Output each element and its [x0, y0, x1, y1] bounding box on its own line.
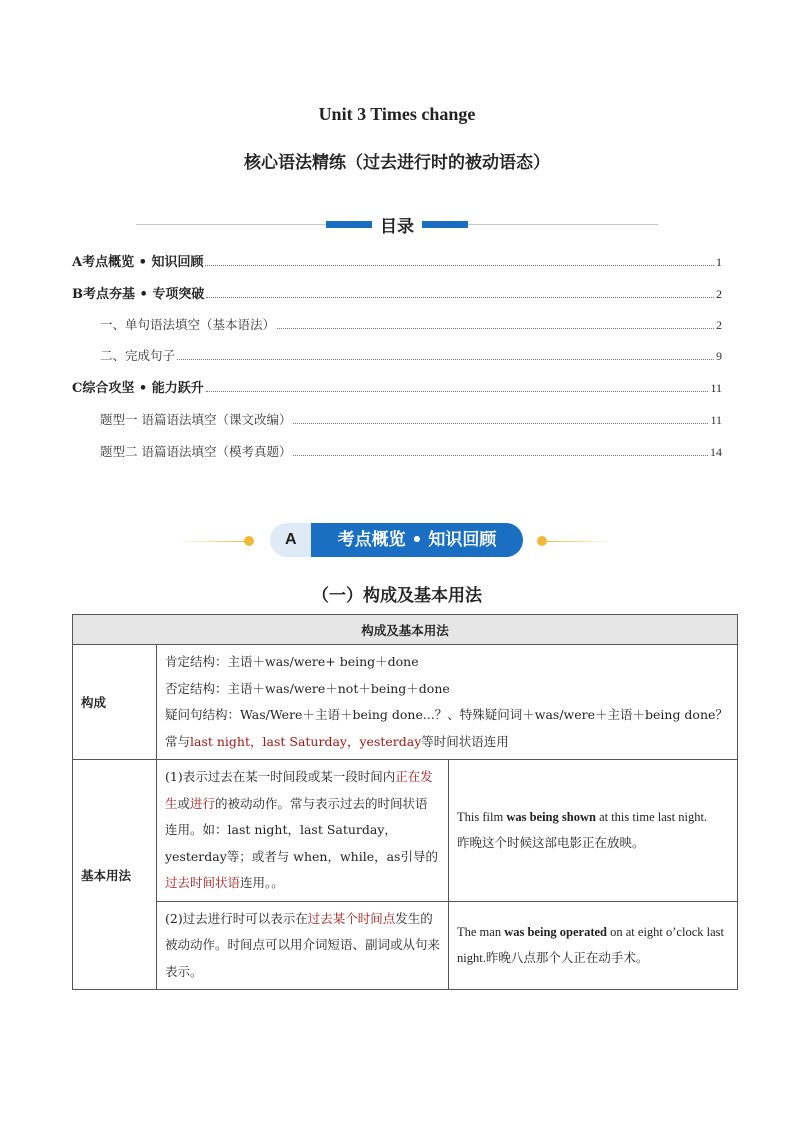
note-sep: ， [250, 733, 263, 749]
banner-dot-right [537, 536, 547, 546]
example-1-cell [449, 760, 738, 902]
example-bold: was being operated [504, 925, 607, 940]
note-highlight: last Saturday [262, 733, 347, 749]
note-text: 等时间状语连用 [421, 733, 509, 749]
note-highlight: last night [190, 733, 251, 749]
toc-item-page: 14 [710, 445, 722, 459]
toc-item-page: 1 [716, 255, 722, 269]
example-text: on at eight o’clock last night. [457, 925, 724, 966]
toc-bar-right [422, 221, 468, 228]
usage-text: 的被动动作。常与表示过去的时间状语连用。如：last night，last Saturday，yesterday等；或者与 when，while，as引导的 [165, 795, 438, 864]
usage-text: 连用。。 [240, 875, 284, 890]
section-title: （一）构成及基本用法 [312, 586, 482, 606]
usage-text: 或 [177, 795, 191, 811]
toc-item-page: 2 [716, 318, 722, 332]
row-head-structure: 构成 [73, 645, 157, 760]
toc-item[interactable] [72, 282, 722, 302]
page-subtitle: 核心语法精练（过去进行时的被动语态） [244, 153, 550, 173]
structure-affirmative: 肯定结构：主语＋was/were+ being＋done [165, 654, 419, 669]
row-head-usage: 基本用法 [73, 760, 157, 990]
example-text: This film [457, 810, 507, 825]
structure-cell [157, 645, 738, 760]
toc-item-label: 二、完成句子 [100, 348, 176, 363]
toc-bar-left [326, 221, 372, 228]
banner-letter-box [270, 523, 316, 557]
toc-rule-left [136, 224, 326, 225]
table-header: 构成及基本用法 [73, 615, 738, 645]
toc-item[interactable] [72, 250, 722, 270]
section-banner [0, 521, 794, 559]
toc-item[interactable] [100, 313, 722, 333]
usage-text: (2)过去进行时可以表示在 [165, 910, 308, 926]
toc-item-page: 11 [710, 381, 722, 395]
banner-label: 考点概览 • 知识回顾 [311, 523, 523, 557]
toc-item[interactable] [100, 344, 722, 364]
toc-item-label: 题型二 语篇语法填空（模考真题） [100, 444, 292, 459]
toc-header [0, 212, 794, 236]
note-text: 常与 [165, 733, 191, 749]
example-2-cell [449, 901, 738, 990]
banner-letter: A [285, 531, 297, 548]
structure-question: 疑问句结构：Was/Were＋主语＋being done...？、特殊疑问词＋was/were＋主语＋being done？ [165, 707, 728, 722]
banner-line-right [547, 541, 613, 542]
usage-highlight: 过去时间状语 [165, 875, 241, 890]
toc-leader-dots [293, 454, 708, 456]
toc-item-label: A考点概览 • 知识回顾 [72, 255, 204, 270]
example-text: The man [457, 925, 505, 940]
toc-item-page: 11 [710, 413, 722, 427]
toc-leader-dots [205, 264, 714, 266]
toc-item-label: 题型一 语篇语法填空（课文改编） [100, 412, 292, 427]
toc-item-label: 一、单句语法填空（基本语法） [100, 317, 276, 332]
toc-leader-dots [277, 327, 714, 329]
toc-rule-right [468, 224, 658, 225]
toc-item[interactable] [100, 440, 722, 460]
usage-highlight: 过去某个时间点 [307, 910, 396, 926]
toc-leader-dots [206, 390, 709, 392]
toc-label: 目录 [380, 217, 414, 237]
structure-negative: 否定结构：主语＋was/were＋not＋being＋done [165, 680, 450, 696]
toc-item[interactable] [72, 376, 722, 396]
toc-leader-dots [293, 422, 708, 424]
banner-line-left [178, 541, 244, 542]
usage-text: 发生的被动动作。时间点可以用介词短语、副词或从句来表示。 [165, 910, 441, 979]
example-translation: 昨晚八点那个人正在动手术。 [485, 950, 649, 966]
structure-usage-note [165, 729, 729, 756]
toc-item-label: C综合攻坚 • 能力跃升 [72, 381, 204, 396]
toc-item-label: B考点夯基 • 专项突破 [72, 287, 205, 302]
usage-highlight: 进行 [190, 795, 216, 811]
toc-item-page: 2 [716, 287, 722, 301]
example-bold: was being shown [506, 810, 596, 825]
usage-text: (1)表示过去在某一时间段或某一段时间内 [165, 769, 396, 784]
toc-item[interactable] [100, 408, 722, 428]
example-text: at this time last night. [595, 810, 708, 825]
toc-leader-dots [177, 358, 714, 360]
note-sep: ， [346, 733, 360, 749]
example-translation: 昨晚这个时候这部电影正在放映。 [457, 835, 645, 851]
usage-2-cell [157, 901, 449, 990]
usage-highlight: 正在发生 [165, 769, 433, 811]
page-title: Unit 3 Times change [318, 104, 476, 124]
toc-item-page: 9 [716, 349, 722, 363]
grammar-table [72, 614, 738, 990]
usage-1-cell [157, 760, 449, 902]
toc-leader-dots [206, 296, 714, 298]
banner-dot-left [244, 536, 254, 546]
note-highlight: yesterday [359, 733, 422, 749]
